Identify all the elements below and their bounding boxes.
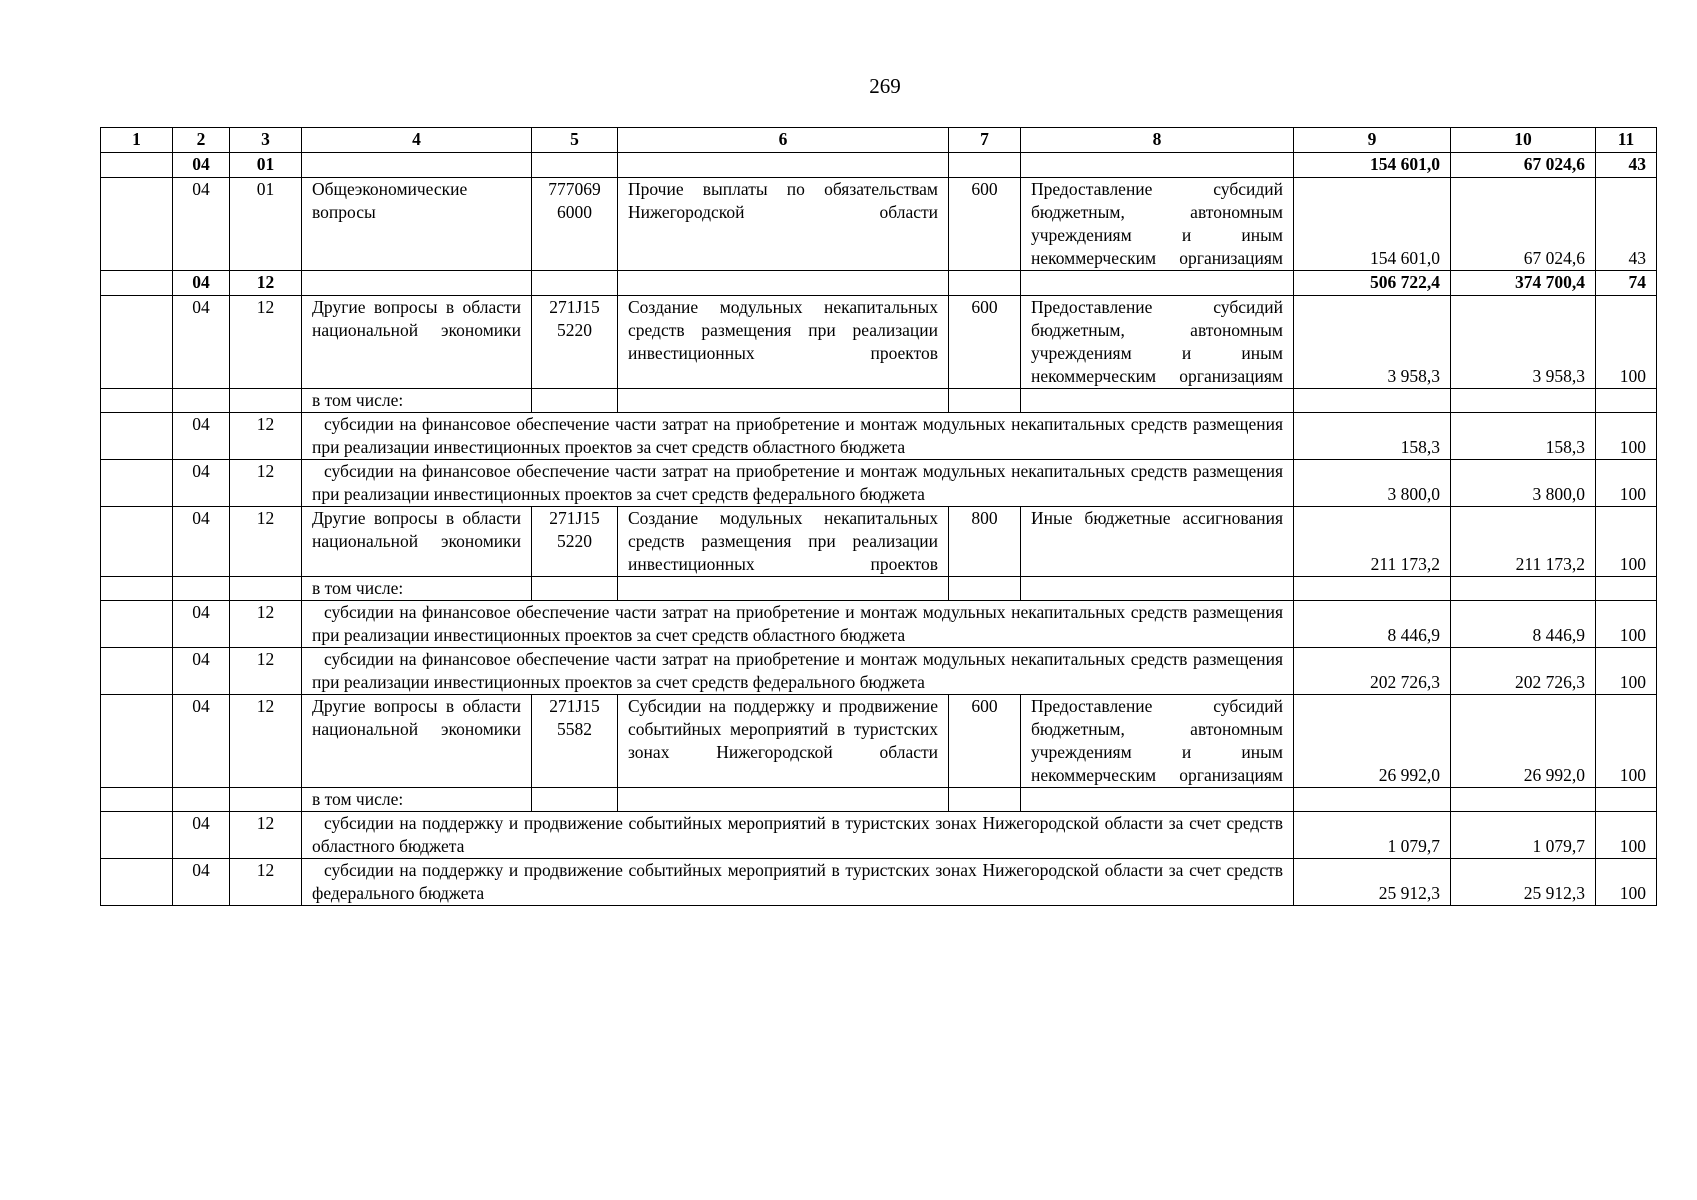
column-header: 2 — [173, 128, 230, 153]
cell-empty — [1596, 788, 1657, 812]
cell-col1 — [101, 812, 173, 859]
cell-section-code: 04 — [173, 695, 230, 788]
cell-empty — [618, 271, 949, 296]
column-header: 6 — [618, 128, 949, 153]
cell-empty — [532, 271, 618, 296]
cell-section-code: 04 — [173, 859, 230, 906]
cell-executed: 67 024,6 — [1451, 178, 1596, 271]
cell-empty — [618, 153, 949, 178]
cell-subsection-code: 12 — [230, 812, 302, 859]
cell-target-code: 777069 6000 — [532, 178, 618, 271]
including-row — [101, 577, 1657, 601]
cell-empty — [101, 788, 173, 812]
cell-subsection-code: 12 — [230, 601, 302, 648]
cell-executed: 158,3 — [1451, 413, 1596, 460]
cell-planned: 3 958,3 — [1294, 296, 1451, 389]
cell-executed: 67 024,6 — [1451, 153, 1596, 178]
column-header: 10 — [1451, 128, 1596, 153]
cell-planned: 154 601,0 — [1294, 178, 1451, 271]
cell-program-name: Прочие выплаты по обязательствам Нижегородской области — [618, 178, 949, 271]
cell-section-code: 04 — [173, 413, 230, 460]
cell-empty — [532, 389, 618, 413]
cell-including-label: в том числе: — [302, 788, 532, 812]
column-header: 4 — [302, 128, 532, 153]
cell-expense-name: Предоставление субсидий бюджетным, автономным учреждениям и иным некоммерческим организациям — [1021, 178, 1294, 271]
cell-target-code: 271J15 5220 — [532, 296, 618, 389]
subsidy-row — [101, 460, 1657, 507]
table-body — [101, 128, 1657, 906]
cell-subsection-code: 12 — [230, 271, 302, 296]
cell-col1 — [101, 271, 173, 296]
cell-percent: 74 — [1596, 271, 1657, 296]
subsidy-row — [101, 601, 1657, 648]
cell-planned: 26 992,0 — [1294, 695, 1451, 788]
cell-col1 — [101, 859, 173, 906]
cell-percent: 100 — [1596, 507, 1657, 577]
cell-empty — [1596, 389, 1657, 413]
cell-section-name: Другие вопросы в области национальной экономики — [302, 296, 532, 389]
cell-executed: 8 446,9 — [1451, 601, 1596, 648]
table-row — [101, 296, 1657, 389]
cell-empty — [1021, 271, 1294, 296]
cell-empty — [618, 788, 949, 812]
cell-section-code: 04 — [173, 153, 230, 178]
cell-subsection-code: 12 — [230, 413, 302, 460]
cell-expense-type: 800 — [949, 507, 1021, 577]
cell-subsection-code: 01 — [230, 153, 302, 178]
cell-executed: 1 079,7 — [1451, 812, 1596, 859]
cell-col1 — [101, 601, 173, 648]
cell-empty — [302, 271, 532, 296]
cell-planned: 154 601,0 — [1294, 153, 1451, 178]
cell-program-name: Создание модульных некапитальных средств размещения при реализации инвестиционных проектов — [618, 296, 949, 389]
cell-empty — [532, 153, 618, 178]
column-header: 11 — [1596, 128, 1657, 153]
cell-expense-type: 600 — [949, 296, 1021, 389]
cell-col1 — [101, 695, 173, 788]
cell-percent: 43 — [1596, 153, 1657, 178]
cell-expense-name: Предоставление субсидий бюджетным, автономным учреждениям и иным некоммерческим организациям — [1021, 296, 1294, 389]
cell-executed: 211 173,2 — [1451, 507, 1596, 577]
cell-percent: 100 — [1596, 296, 1657, 389]
cell-expense-name: Предоставление субсидий бюджетным, автономным учреждениям и иным некоммерческим организациям — [1021, 695, 1294, 788]
cell-program-name: Создание модульных некапитальных средств размещения при реализации инвестиционных проектов — [618, 507, 949, 577]
cell-percent: 100 — [1596, 695, 1657, 788]
page-number: 269 — [869, 74, 901, 98]
cell-section-code: 04 — [173, 178, 230, 271]
column-header: 7 — [949, 128, 1021, 153]
cell-subsidy-description: субсидии на поддержку и продвижение событийных мероприятий в туристских зонах Нижегородской области за счет средств федерального бюджета — [302, 859, 1294, 906]
cell-empty — [1021, 788, 1294, 812]
column-header: 1 — [101, 128, 173, 153]
cell-planned: 1 079,7 — [1294, 812, 1451, 859]
cell-target-code: 271J15 5582 — [532, 695, 618, 788]
cell-empty — [230, 389, 302, 413]
cell-subsection-code: 12 — [230, 507, 302, 577]
cell-planned: 506 722,4 — [1294, 271, 1451, 296]
cell-col1 — [101, 460, 173, 507]
cell-empty — [230, 577, 302, 601]
section-row — [101, 153, 1657, 178]
cell-section-code: 04 — [173, 601, 230, 648]
cell-section-name: Другие вопросы в области национальной экономики — [302, 695, 532, 788]
table-row — [101, 507, 1657, 577]
cell-col1 — [101, 178, 173, 271]
cell-empty — [1021, 153, 1294, 178]
cell-planned: 202 726,3 — [1294, 648, 1451, 695]
cell-section-code: 04 — [173, 507, 230, 577]
cell-subsection-code: 12 — [230, 648, 302, 695]
cell-col1 — [101, 296, 173, 389]
cell-empty — [618, 389, 949, 413]
cell-subsidy-description: субсидии на финансовое обеспечение части затрат на приобретение и монтаж модульных некапитальных средств размещения при реализации инвестиционных проектов за счет средств федерального бюджета — [302, 648, 1294, 695]
table-row — [101, 178, 1657, 271]
subsidy-row — [101, 413, 1657, 460]
cell-executed: 3 958,3 — [1451, 296, 1596, 389]
cell-subsidy-description: субсидии на поддержку и продвижение событийных мероприятий в туристских зонах Нижегородской области за счет средств областного бюджета — [302, 812, 1294, 859]
cell-planned: 3 800,0 — [1294, 460, 1451, 507]
cell-empty — [1596, 577, 1657, 601]
cell-executed: 26 992,0 — [1451, 695, 1596, 788]
cell-expense-name: Иные бюджетные ассигнования — [1021, 507, 1294, 577]
cell-percent: 43 — [1596, 178, 1657, 271]
cell-percent: 100 — [1596, 460, 1657, 507]
cell-executed: 374 700,4 — [1451, 271, 1596, 296]
cell-expense-type: 600 — [949, 178, 1021, 271]
cell-planned: 25 912,3 — [1294, 859, 1451, 906]
cell-col1 — [101, 413, 173, 460]
cell-empty — [949, 271, 1021, 296]
table-header-row — [101, 128, 1657, 153]
cell-including-label: в том числе: — [302, 389, 532, 413]
cell-percent: 100 — [1596, 413, 1657, 460]
cell-empty — [618, 577, 949, 601]
cell-empty — [532, 788, 618, 812]
table-row — [101, 695, 1657, 788]
cell-percent: 100 — [1596, 812, 1657, 859]
cell-empty — [1021, 389, 1294, 413]
including-row — [101, 788, 1657, 812]
cell-empty — [302, 153, 532, 178]
cell-subsidy-description: субсидии на финансовое обеспечение части затрат на приобретение и монтаж модульных некапитальных средств размещения при реализации инвестиционных проектов за счет средств федерального бюджета — [302, 460, 1294, 507]
cell-subsection-code: 12 — [230, 296, 302, 389]
cell-empty — [949, 389, 1021, 413]
cell-section-code: 04 — [173, 812, 230, 859]
cell-executed: 25 912,3 — [1451, 859, 1596, 906]
cell-percent: 100 — [1596, 859, 1657, 906]
cell-col1 — [101, 153, 173, 178]
subsidy-row — [101, 859, 1657, 906]
cell-planned: 158,3 — [1294, 413, 1451, 460]
section-row — [101, 271, 1657, 296]
cell-empty — [949, 577, 1021, 601]
including-row — [101, 389, 1657, 413]
column-header: 3 — [230, 128, 302, 153]
cell-empty — [173, 389, 230, 413]
cell-section-name: Общеэкономические вопросы — [302, 178, 532, 271]
cell-col1 — [101, 648, 173, 695]
cell-section-code: 04 — [173, 296, 230, 389]
cell-planned: 211 173,2 — [1294, 507, 1451, 577]
cell-executed: 202 726,3 — [1451, 648, 1596, 695]
cell-section-name: Другие вопросы в области национальной экономики — [302, 507, 532, 577]
cell-empty — [949, 153, 1021, 178]
cell-empty — [1294, 577, 1451, 601]
column-header: 8 — [1021, 128, 1294, 153]
cell-empty — [101, 389, 173, 413]
cell-empty — [1451, 389, 1596, 413]
cell-subsection-code: 12 — [230, 859, 302, 906]
cell-empty — [1021, 577, 1294, 601]
cell-empty — [101, 577, 173, 601]
cell-executed: 3 800,0 — [1451, 460, 1596, 507]
cell-target-code: 271J15 5220 — [532, 507, 618, 577]
cell-empty — [1294, 389, 1451, 413]
cell-col1 — [101, 507, 173, 577]
subsidy-row — [101, 648, 1657, 695]
cell-empty — [173, 788, 230, 812]
cell-empty — [1451, 577, 1596, 601]
cell-expense-type: 600 — [949, 695, 1021, 788]
cell-subsection-code: 12 — [230, 695, 302, 788]
budget-table — [100, 127, 1657, 906]
cell-percent: 100 — [1596, 648, 1657, 695]
cell-empty — [1294, 788, 1451, 812]
cell-planned: 8 446,9 — [1294, 601, 1451, 648]
cell-empty — [949, 788, 1021, 812]
cell-subsection-code: 12 — [230, 460, 302, 507]
cell-section-code: 04 — [173, 460, 230, 507]
cell-including-label: в том числе: — [302, 577, 532, 601]
cell-empty — [173, 577, 230, 601]
cell-section-code: 04 — [173, 271, 230, 296]
cell-empty — [532, 577, 618, 601]
cell-percent: 100 — [1596, 601, 1657, 648]
cell-subsidy-description: субсидии на финансовое обеспечение части затрат на приобретение и монтаж модульных некапитальных средств размещения при реализации инвестиционных проектов за счет средств областного бюджета — [302, 413, 1294, 460]
cell-subsidy-description: субсидии на финансовое обеспечение части затрат на приобретение и монтаж модульных некапитальных средств размещения при реализации инвестиционных проектов за счет средств областного бюджета — [302, 601, 1294, 648]
cell-empty — [1451, 788, 1596, 812]
cell-subsection-code: 01 — [230, 178, 302, 271]
cell-program-name: Субсидии на поддержку и продвижение событийных мероприятий в туристских зонах Нижегородской области — [618, 695, 949, 788]
column-header: 9 — [1294, 128, 1451, 153]
cell-section-code: 04 — [173, 648, 230, 695]
subsidy-row — [101, 812, 1657, 859]
cell-empty — [230, 788, 302, 812]
column-header: 5 — [532, 128, 618, 153]
